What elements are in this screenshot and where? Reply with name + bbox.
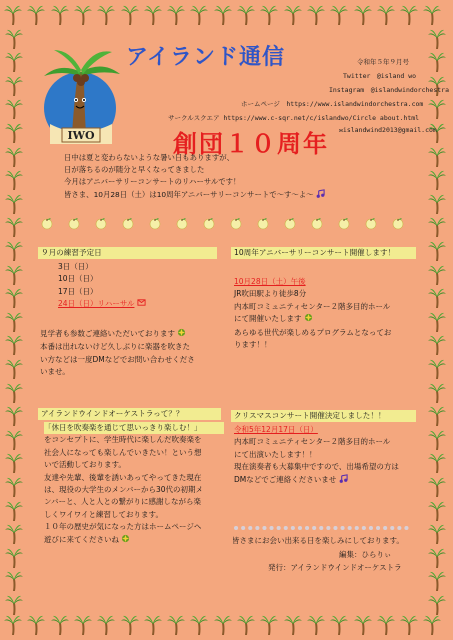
palm-tree-icon [5, 382, 23, 404]
palm-tree-icon [5, 311, 23, 333]
practice-notes [40, 328, 220, 379]
concert-date: 10月28日（土）午後 [234, 277, 306, 286]
palm-tree-icon [260, 4, 278, 26]
practice-note: いませ。 [40, 367, 70, 377]
twitter-handle[interactable]: Twitter @island wo [343, 72, 417, 80]
orchestra-logo [40, 42, 126, 152]
concert-line: あらゆる世代が楽しめるプログラムとなってお [234, 327, 392, 337]
intro-line: 今月はアニバーサリーコンサートのリハーサルです！ [64, 177, 241, 187]
apple-icon [310, 215, 324, 234]
xmas-date: 令和5年12月17日（日） [234, 425, 318, 434]
palm-tree-icon [428, 358, 446, 380]
rehearsal-icon [137, 298, 146, 311]
practice-dates [58, 261, 146, 312]
newsletter-title: アイランド通信 [126, 45, 286, 70]
palm-tree-icon [400, 4, 418, 26]
palm-tree-icon [237, 4, 255, 26]
apple-icon [283, 215, 297, 234]
palm-tree-icon [400, 614, 418, 636]
intro-line: 日中は夏と変わらないような暑い日もありますが、 [64, 153, 234, 162]
homepage-link[interactable]: ホームページ https://www.islandwindorchestra.com [241, 100, 424, 108]
about-line: しくワイワイと練習しております。 [44, 509, 163, 519]
about-line: をコンセプトに、学生時代に楽しんだ吹奏楽を [44, 435, 202, 445]
palm-tree-icon [190, 4, 208, 26]
palm-border-right [428, 0, 450, 640]
palm-tree-icon [428, 594, 446, 616]
apple-icon [175, 215, 189, 234]
palm-tree-icon [428, 570, 446, 592]
footer-publisher: 発行：アイランドウインドオーケストラ [268, 563, 402, 572]
rehearsal-date: 24日（日）リハーサル [58, 299, 135, 309]
palm-tree-icon [5, 452, 23, 474]
palm-tree-icon [144, 614, 162, 636]
palm-tree-icon [428, 452, 446, 474]
xmas-details [234, 424, 424, 487]
apple-icon [148, 215, 162, 234]
palm-tree-icon [5, 216, 23, 238]
palm-tree-icon [428, 311, 446, 333]
palm-tree-icon [354, 614, 372, 636]
palm-tree-icon [5, 287, 23, 309]
palm-tree-icon [5, 594, 23, 616]
palm-tree-icon [5, 358, 23, 380]
palm-tree-icon [121, 4, 139, 26]
about-line: 友達や先輩、後輩を誘いあってやってきた現在 [44, 472, 202, 482]
about-line: 遊びに来てくださいね [44, 534, 119, 544]
about-heading: アイランドウインドオーケストラって？？ [38, 408, 221, 420]
concert-line: JR吹田駅より徒歩8分 [234, 289, 307, 299]
palm-tree-icon [428, 476, 446, 498]
palm-tree-icon [428, 216, 446, 238]
about-line: ンバーと、人と人との繋がりに感謝しながら楽 [44, 497, 201, 507]
palm-tree-icon [190, 614, 208, 636]
footer-message: 皆さまにお会い出来る日を楽しみにしております。 [232, 536, 404, 545]
palm-tree-icon [5, 500, 23, 522]
palm-tree-icon [51, 4, 69, 26]
palm-tree-icon [5, 75, 23, 97]
apple-icon [67, 215, 81, 234]
sparkle-icon [304, 313, 313, 326]
palm-tree-icon [5, 570, 23, 592]
palm-tree-icon [428, 98, 446, 120]
palm-tree-icon [5, 334, 23, 356]
footer-editor: 編集：ひらりぃ [339, 550, 392, 559]
palm-tree-icon [260, 614, 278, 636]
about-line: は、現役の大学生のメンバーから30代の初期メ [44, 485, 204, 495]
palm-tree-icon [5, 405, 23, 427]
practice-date: 17日（日） [58, 286, 98, 296]
intro-line: 日が落ちるのが随分と早くなってきました [64, 165, 205, 175]
palm-tree-icon [5, 429, 23, 451]
palm-tree-icon [428, 28, 446, 50]
apple-divider [40, 215, 420, 229]
palm-tree-icon [5, 547, 23, 569]
sparkle-icon [177, 328, 186, 341]
palm-tree-icon [27, 4, 45, 26]
apple-icon [121, 215, 135, 234]
email-address[interactable]: ✉islandwind2013@gmail.com [339, 126, 437, 134]
practice-heading: ９月の練習予定日 [38, 247, 217, 259]
palm-tree-icon [428, 500, 446, 522]
music-note-icon [339, 474, 348, 487]
palm-tree-icon [167, 614, 185, 636]
about-line: 「休日を吹奏楽を通じて思いっきり楽しむ！」 [44, 422, 224, 434]
xmas-heading: クリスマスコンサート開催決定しました！！ [231, 410, 416, 422]
palm-tree-icon [237, 614, 255, 636]
practice-note: い方などは一度DMなどでお問い合わせくださ [40, 354, 195, 364]
palm-tree-icon [377, 614, 395, 636]
palm-tree-icon [144, 4, 162, 26]
apple-icon [256, 215, 270, 234]
palm-tree-icon [214, 614, 232, 636]
concert-line: 内本町コミュニティセンター２階多目的ホール [234, 301, 391, 311]
instagram-handle[interactable]: Instagram @islandwindorchestra [329, 86, 449, 94]
palm-tree-icon [5, 98, 23, 120]
intro-line: 皆さま、10月28日（土）は10周年アニバーサリーコンサートで～す～よ～ [64, 189, 314, 199]
xmas-line: 現在演奏者も大募集中ですので、出場希望の方は [234, 462, 399, 472]
palm-tree-icon [74, 4, 92, 26]
apple-icon [94, 215, 108, 234]
palm-border-top [0, 4, 453, 26]
concert-line: にて開催いたします [234, 314, 302, 324]
apple-icon [202, 215, 216, 234]
apple-icon [40, 215, 54, 234]
xmas-line: にて出演いたします！！ [234, 449, 317, 459]
about-line: いで活動しております。 [44, 460, 126, 470]
palm-tree-icon [5, 169, 23, 191]
palm-border-left [5, 0, 27, 640]
xmas-line: 内本町コミュニティセンター２階多目的ホール [234, 437, 391, 447]
palm-tree-icon [377, 4, 395, 26]
anniversary-concert-details [234, 276, 424, 351]
palm-tree-icon [428, 264, 446, 286]
palm-tree-icon [428, 429, 446, 451]
practice-note: 本番は出れないけど久しぶりに楽器を吹きた [40, 342, 190, 352]
palm-tree-icon [27, 614, 45, 636]
palm-tree-icon [428, 240, 446, 262]
palm-tree-icon [97, 614, 115, 636]
intro-text [64, 152, 404, 202]
about-text [44, 422, 224, 547]
dotted-divider [234, 516, 414, 522]
palm-tree-icon [167, 4, 185, 26]
circle-square-link[interactable]: サークルスクエア https://www.c-sqr.net/c/islandwo/Circle about.html [168, 114, 420, 122]
apple-icon [337, 215, 351, 234]
palm-tree-icon [330, 614, 348, 636]
palm-tree-icon [428, 405, 446, 427]
palm-tree-icon [284, 4, 302, 26]
palm-tree-icon [51, 614, 69, 636]
palm-tree-icon [5, 51, 23, 73]
palm-tree-icon [5, 240, 23, 262]
practice-note: 見学者も参数ご連絡いただいております [40, 329, 175, 338]
palm-tree-icon [307, 4, 325, 26]
palm-tree-icon [5, 146, 23, 168]
palm-tree-icon [330, 4, 348, 26]
apple-icon [391, 215, 405, 234]
apple-icon [364, 215, 378, 234]
palm-tree-icon [428, 51, 446, 73]
about-line: 社会人になっても楽しんでいきたい！という想 [44, 447, 202, 457]
palm-tree-icon [428, 523, 446, 545]
palm-tree-icon [5, 193, 23, 215]
palm-tree-icon [428, 146, 446, 168]
xmas-line: DMなどでご連絡くださいませ [234, 474, 337, 484]
palm-tree-icon [5, 264, 23, 286]
logo-text: IWO [67, 129, 95, 142]
practice-date: 10日（日） [58, 274, 98, 284]
palm-tree-icon [214, 4, 232, 26]
issue-date: 令和年５年９月号 [357, 58, 409, 66]
about-line: １０年の歴史が気になった方はホームページへ [44, 522, 202, 532]
palm-tree-icon [97, 4, 115, 26]
palm-tree-icon [354, 4, 372, 26]
palm-tree-icon [284, 614, 302, 636]
anniversary-heading: 創団１０周年 [173, 130, 329, 158]
palm-tree-icon [5, 476, 23, 498]
palm-tree-icon [428, 382, 446, 404]
palm-tree-icon [5, 122, 23, 144]
palm-tree-icon [428, 334, 446, 356]
palm-tree-icon [428, 169, 446, 191]
palm-tree-icon [307, 614, 325, 636]
palm-tree-icon [428, 547, 446, 569]
palm-border-bottom [0, 614, 453, 636]
practice-date: 3日（日） [58, 262, 93, 271]
music-note-icon [316, 189, 325, 202]
concert-line: ります！！ [234, 340, 272, 350]
palm-tree-icon [74, 614, 92, 636]
sparkle-icon [121, 534, 130, 547]
palm-tree-icon [5, 523, 23, 545]
anniversary-concert-heading: 10周年アニバーサリーコンサート開催します！ [231, 247, 416, 259]
palm-tree-icon [428, 287, 446, 309]
palm-tree-icon [5, 28, 23, 50]
palm-tree-icon [121, 614, 139, 636]
apple-icon [229, 215, 243, 234]
palm-tree-icon [428, 193, 446, 215]
